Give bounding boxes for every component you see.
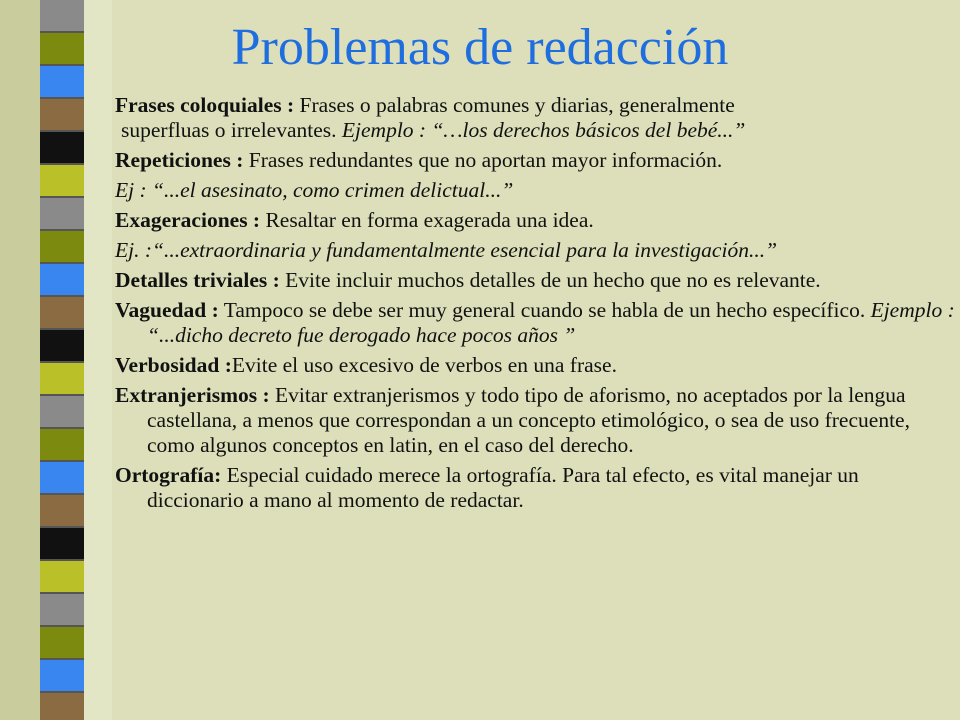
item-example: Ej. :“...extraordinaria y fundamentalmente esencial para la investigación...”: [115, 238, 778, 262]
stripe-block: [40, 429, 84, 462]
item-term: Exageraciones :: [115, 208, 261, 232]
slide-title: Problemas de redacción: [231, 19, 729, 76]
stripe-block: [40, 693, 84, 720]
list-item: [115, 383, 955, 458]
stripe-block: [40, 462, 84, 495]
list-item: [115, 148, 955, 173]
stripe-block: [40, 660, 84, 693]
item-term: Frases coloquiales :: [115, 93, 295, 117]
stripe-frame-left: [0, 0, 40, 720]
stripe-block: [40, 165, 84, 198]
list-item: [115, 93, 955, 118]
stripe-block: [40, 330, 84, 363]
list-item: [115, 353, 955, 378]
item-desc: Tampoco se debe ser muy general cuando se habla de un hecho específico.: [218, 298, 871, 322]
item-desc: Frases redundantes que no aportan mayor información.: [243, 148, 723, 172]
item-term: Verbosidad :: [115, 353, 232, 377]
item-term: Detalles triviales :: [115, 268, 280, 292]
stripe-block: [40, 528, 84, 561]
list-item-continuation: [115, 118, 955, 143]
list-item: [115, 298, 955, 348]
stripe-block: [40, 363, 84, 396]
item-term: Extranjerismos :: [115, 383, 270, 407]
item-example: Ejemplo : “…los derechos básicos del bebé...”: [341, 118, 746, 142]
item-term: Ortografía:: [115, 463, 222, 487]
stripe-frame-right: [84, 0, 112, 720]
list-item: [115, 463, 955, 513]
stripe-block: [40, 264, 84, 297]
stripe-block: [40, 132, 84, 165]
stripe-block: [40, 99, 84, 132]
item-desc: Evite el uso excesivo de verbos en una frase.: [231, 353, 617, 377]
stripe-block: [40, 198, 84, 231]
list-item: [115, 208, 955, 233]
item-term: Repeticiones :: [115, 148, 244, 172]
stripe-block: [40, 297, 84, 330]
item-example: Ej : “...el asesinato, como crimen delictual...”: [115, 178, 514, 202]
stripe-block: [40, 594, 84, 627]
item-desc-line2: superfluas o irrelevantes.: [121, 118, 342, 142]
item-desc: Evite incluir muchos detalles de un hecho que no es relevante.: [279, 268, 821, 292]
item-term: Vaguedad :: [115, 298, 219, 322]
stripe-block: [40, 231, 84, 264]
stripe-block: [40, 561, 84, 594]
item-desc: Resaltar en forma exagerada una idea.: [260, 208, 594, 232]
stripe-block: [40, 495, 84, 528]
item-example: Ejemplo : “...dicho decreto fue derogado hace pocos años ”: [147, 298, 955, 347]
list-item: [115, 268, 955, 293]
item-desc: Frases o palabras comunes y diarias, generalmente: [294, 93, 735, 117]
item-desc: Especial cuidado merece la ortografía. Para tal efecto, es vital manejar un diccionario a mano al momento de redactar.: [147, 463, 859, 512]
slide-body: [115, 93, 955, 518]
decorative-stripe: [0, 0, 112, 720]
stripe-block: [40, 396, 84, 429]
stripe-block: [40, 627, 84, 660]
item-desc: Evitar extranjerismos y todo tipo de aforismo, no aceptados por la lengua castellana, a menos que correspondan a un concepto etimológico, o sea de uso frecuente, como algunos conceptos en latin, en el caso del derecho.: [147, 383, 910, 457]
